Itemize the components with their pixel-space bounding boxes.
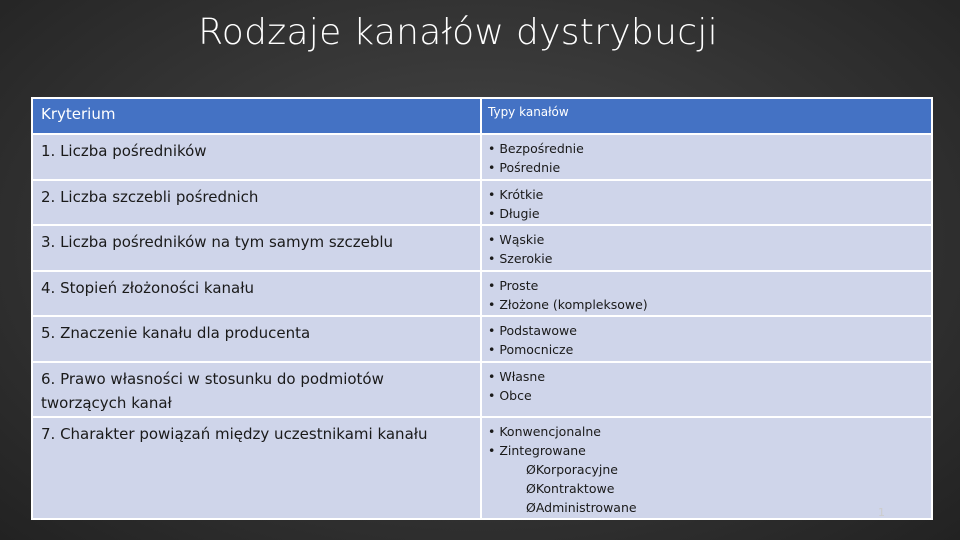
table-row	[32, 316, 932, 362]
types-cell	[481, 134, 932, 180]
criterion-cell: 5. Znaczenie kanału dla producenta	[32, 316, 481, 362]
types-cell	[481, 180, 932, 226]
types-cell	[481, 362, 932, 417]
type-item: • Proste	[488, 277, 539, 293]
types-cell	[481, 271, 932, 317]
table-row	[32, 417, 932, 519]
table-row	[32, 362, 932, 417]
criterion-cell: 2. Liczba szczebli pośrednich	[32, 180, 481, 226]
header-types: Typy kanałów	[481, 98, 932, 134]
page-title: Rodzaje kanałów dystrybucji	[198, 12, 718, 53]
table-row	[32, 134, 932, 180]
header-criterion: Kryterium	[32, 98, 481, 134]
type-item: • Zintegrowane	[488, 442, 586, 458]
type-item: • Bezpośrednie	[488, 141, 584, 156]
criterion-cell: 6. Prawo własności w stosunku do podmiotów tworzących kanał	[32, 362, 481, 417]
criterion-cell: 3. Liczba pośredników na tym samym szczeblu	[32, 225, 481, 271]
type-item: • Krótkie	[488, 186, 544, 202]
criterion-cell: 4. Stopień złożoności kanału	[32, 271, 481, 317]
types-cell	[481, 417, 932, 519]
subtype-item: ØKorporacyjne	[526, 461, 618, 477]
type-item: • Własne	[488, 368, 546, 384]
type-item: • Pośrednie	[488, 160, 561, 175]
distribution-channels-table	[31, 97, 931, 516]
type-item: • Pomocnicze	[488, 342, 574, 357]
type-item: • Złożone (kompleksowe)	[488, 296, 648, 312]
type-item: • Podstawowe	[488, 323, 577, 338]
types-cell	[481, 316, 932, 362]
subtype-item: ØAdministrowane	[526, 499, 637, 515]
page-number: 1	[878, 506, 885, 519]
criterion-cell: 7. Charakter powiązań między uczestnikami kanału	[32, 417, 481, 519]
types-cell	[481, 225, 932, 271]
type-item: • Obce	[488, 387, 532, 403]
table-row	[32, 180, 932, 226]
table-header-row	[32, 98, 932, 134]
subtype-item: ØKontraktowe	[526, 480, 615, 496]
type-item: • Wąskie	[488, 232, 545, 247]
type-item: • Długie	[488, 205, 540, 221]
type-item: • Konwencjonalne	[488, 423, 601, 439]
type-item: • Szerokie	[488, 251, 553, 266]
table-row	[32, 271, 932, 317]
table-row	[32, 225, 932, 271]
criterion-cell: 1. Liczba pośredników	[32, 134, 481, 180]
